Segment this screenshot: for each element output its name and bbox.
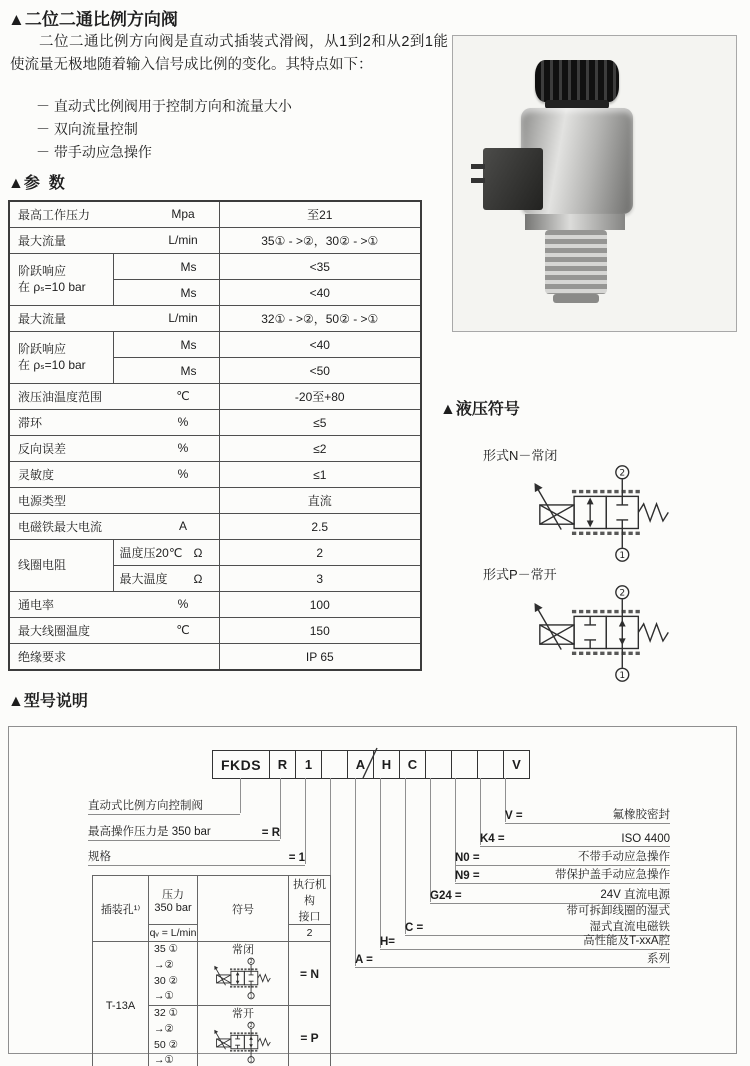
svg-text:1: 1 — [249, 1057, 253, 1064]
param-sublabel: 最大温度 — [119, 572, 168, 586]
param-unit: % — [177, 467, 189, 481]
symbol-cell-n: 常闭 2 1 — [198, 942, 289, 1006]
param-sublabel: 温度压20℃ — [119, 546, 183, 560]
valve-tip — [553, 294, 599, 303]
param-label: 灵敏度 — [18, 468, 55, 482]
valve-symbol-p — [512, 582, 694, 685]
valve-symbol-n — [512, 462, 694, 565]
param-row — [9, 644, 421, 671]
code-cell: A — [347, 751, 373, 778]
param-label: 液压油温度范围 — [18, 390, 103, 404]
symbol-key-n: = N — [289, 942, 331, 1006]
code-cell: V — [503, 751, 529, 778]
feature-item: － 双向流量控制 — [36, 121, 138, 137]
param-unit: Ms — [113, 280, 219, 306]
param-unit: % — [177, 597, 189, 611]
flow-values: 32 ① →② 50 ② →① — [149, 1006, 198, 1066]
param-label: 通电率 — [18, 598, 55, 612]
model-heading: ▲型号说明 — [8, 693, 88, 710]
param-label: 滞环 — [18, 416, 43, 430]
code-cell: H — [373, 751, 399, 778]
param-value: ≤1 — [219, 462, 421, 488]
valve-pin — [471, 164, 485, 169]
param-row — [9, 384, 421, 410]
cavity-code: T-13A — [93, 942, 149, 1066]
model-right-label: N9 = 带保护盖手动应急操作 — [455, 866, 670, 884]
actuator-header: 执行机构 接口 — [289, 876, 331, 925]
param-value: ≤5 — [219, 410, 421, 436]
param-unit: % — [177, 441, 189, 455]
code-cell — [451, 751, 477, 778]
param-label: 电源类型 — [18, 494, 67, 508]
param-label: 最大线圈温度 — [18, 624, 91, 638]
param-value: 150 — [219, 618, 421, 644]
model-right-label: C = 湿式直流电磁铁 — [405, 918, 670, 936]
param-value: 32① - >②，50② - >① — [219, 306, 421, 332]
param-unit: ℃ — [176, 623, 190, 637]
intro-paragraph: 二位二通比例方向阀是直动式插装式滑阀，从1到2和从2到1能使流量无极地随着输入信号成比例的变化。其特点如下： — [10, 34, 448, 73]
svg-text:2: 2 — [249, 1023, 253, 1030]
param-row — [9, 488, 421, 514]
feature-list — [36, 95, 292, 164]
param-unit: Ω — [193, 571, 203, 586]
param-label: 最大流量 — [18, 234, 67, 248]
param-value: 100 — [219, 592, 421, 618]
leader-line — [430, 778, 431, 902]
product-photo — [452, 35, 737, 332]
leader-line — [305, 778, 306, 864]
param-value: <40 — [219, 280, 421, 306]
param-unit: Ω — [193, 545, 203, 560]
model-left-label: 规格 = 1 — [88, 848, 305, 866]
valve-hex-nut — [525, 214, 625, 230]
symbol-p-label: 形式P－常开 — [483, 567, 557, 582]
code-cell — [425, 751, 451, 778]
param-label: 最大流量 — [18, 312, 67, 326]
leader-line — [330, 778, 331, 875]
param-unit: Ms — [113, 332, 219, 358]
model-right-label: G24 = 24V 直流电源 — [430, 886, 670, 904]
leader-line — [355, 778, 356, 966]
param-value: 2.5 — [219, 514, 421, 540]
port-label-2: 2 — [619, 468, 626, 479]
valve-symbol-p-small — [202, 1021, 284, 1064]
symbol-key-p: = P — [289, 1006, 331, 1066]
svg-text:1: 1 — [249, 993, 253, 1000]
param-value: ≤2 — [219, 436, 421, 462]
feature-item: － 带手动应急操作 — [36, 144, 152, 160]
cavity-row-n — [93, 942, 331, 1006]
param-label: 电磁铁最大电流 — [18, 520, 103, 534]
param-unit: Mpa — [171, 207, 195, 221]
valve-threaded-stem — [545, 230, 607, 294]
param-value: -20至+80 — [219, 384, 421, 410]
param-row — [9, 306, 421, 332]
param-row — [9, 201, 421, 228]
param-label: 线圈电阻 — [9, 540, 113, 592]
params-heading: ▲参 数 — [8, 175, 65, 192]
param-row — [9, 592, 421, 618]
param-row — [9, 436, 421, 462]
param-unit: A — [178, 519, 187, 533]
param-label: 最高工作压力 — [18, 208, 91, 222]
cavity-header: 插装孔¹⁾ — [93, 876, 149, 942]
symbol-n-label: 形式N－常闭 — [483, 448, 558, 463]
valve-symbol-n-small — [202, 957, 284, 1000]
port-label-1: 1 — [619, 670, 626, 681]
param-value: 35① - >②，30② - >① — [219, 228, 421, 254]
model-right-label: A = 系列 — [355, 950, 670, 968]
code-cell: FKDS — [220, 756, 262, 773]
param-value: 2 — [219, 540, 421, 566]
cavity-header-row — [93, 876, 331, 925]
param-value: 直流 — [219, 488, 421, 514]
code-cell: R — [269, 751, 295, 778]
param-label: 反向误差 — [18, 442, 67, 456]
param-label: 绝缘要求 — [18, 650, 67, 664]
symbol-cell-p: 常开 2 1 — [198, 1006, 289, 1066]
flow-subheader: qᵥ = L/min — [149, 925, 198, 942]
param-value: <40 — [219, 332, 421, 358]
param-unit: Ms — [113, 358, 219, 384]
param-value: <35 — [219, 254, 421, 280]
flow-values: 35 ① →② 30 ② →① — [149, 942, 198, 1006]
svg-text:2: 2 — [249, 959, 253, 966]
pressure-header: 压力 350 bar — [149, 876, 198, 925]
param-row — [9, 228, 421, 254]
feature-item: － 直动式比例阀用于控制方向和流量大小 — [36, 98, 292, 114]
leader-line — [280, 778, 281, 839]
model-right-label: N0 = 不带手动应急操作 — [455, 848, 670, 866]
valve-pin — [471, 178, 485, 183]
model-right-label: K4 = ISO 4400 — [480, 829, 670, 847]
param-unit: L/min — [168, 311, 198, 325]
hydraulic-symbols-heading: ▲液压符号 — [440, 401, 520, 418]
param-row — [9, 540, 421, 566]
params-table — [8, 200, 422, 671]
code-cell — [477, 751, 503, 778]
page-title: ▲二位二通比例方向阀 — [8, 10, 178, 29]
symbol-header: 符号 — [198, 876, 289, 942]
param-unit: % — [177, 415, 189, 429]
param-unit: Ms — [113, 254, 219, 280]
param-unit: L/min — [168, 233, 198, 247]
model-left-label: 最高操作压力是 350 bar = R — [88, 823, 280, 841]
port-label-2: 2 — [619, 588, 626, 599]
cavity-table — [92, 875, 331, 1066]
model-right-label: H= 高性能及T-xxA腔 — [380, 932, 670, 950]
model-right-label: V = 氟橡胶密封 — [505, 806, 670, 824]
leader-line — [240, 778, 241, 813]
valve-connector — [483, 148, 543, 210]
param-row — [9, 462, 421, 488]
param-row — [9, 514, 421, 540]
code-cell: 1 — [295, 751, 321, 778]
code-slash — [360, 746, 380, 780]
valve-cap — [535, 60, 619, 102]
param-row — [9, 410, 421, 436]
param-unit: ℃ — [176, 389, 190, 403]
param-row — [9, 254, 421, 280]
param-label: 阶跃响应 在 ρₛ=10 bar — [9, 332, 113, 384]
code-cell — [321, 751, 347, 778]
param-label: 阶跃响应 在 ρₛ=10 bar — [9, 254, 113, 306]
leader-line — [380, 778, 381, 948]
param-row — [9, 332, 421, 358]
code-cell: C — [399, 751, 425, 778]
param-value: <50 — [219, 358, 421, 384]
param-row — [9, 618, 421, 644]
model-left-label: 直动式比例方向控制阀 — [88, 797, 240, 815]
port-label-1: 1 — [619, 550, 626, 561]
param-value: 至21 — [219, 201, 421, 228]
actuator-subheader: 2 — [289, 925, 331, 942]
model-right-label: 带可拆卸线圈的湿式 — [566, 905, 670, 917]
param-value: 3 — [219, 566, 421, 592]
param-value: IP 65 — [219, 644, 421, 671]
